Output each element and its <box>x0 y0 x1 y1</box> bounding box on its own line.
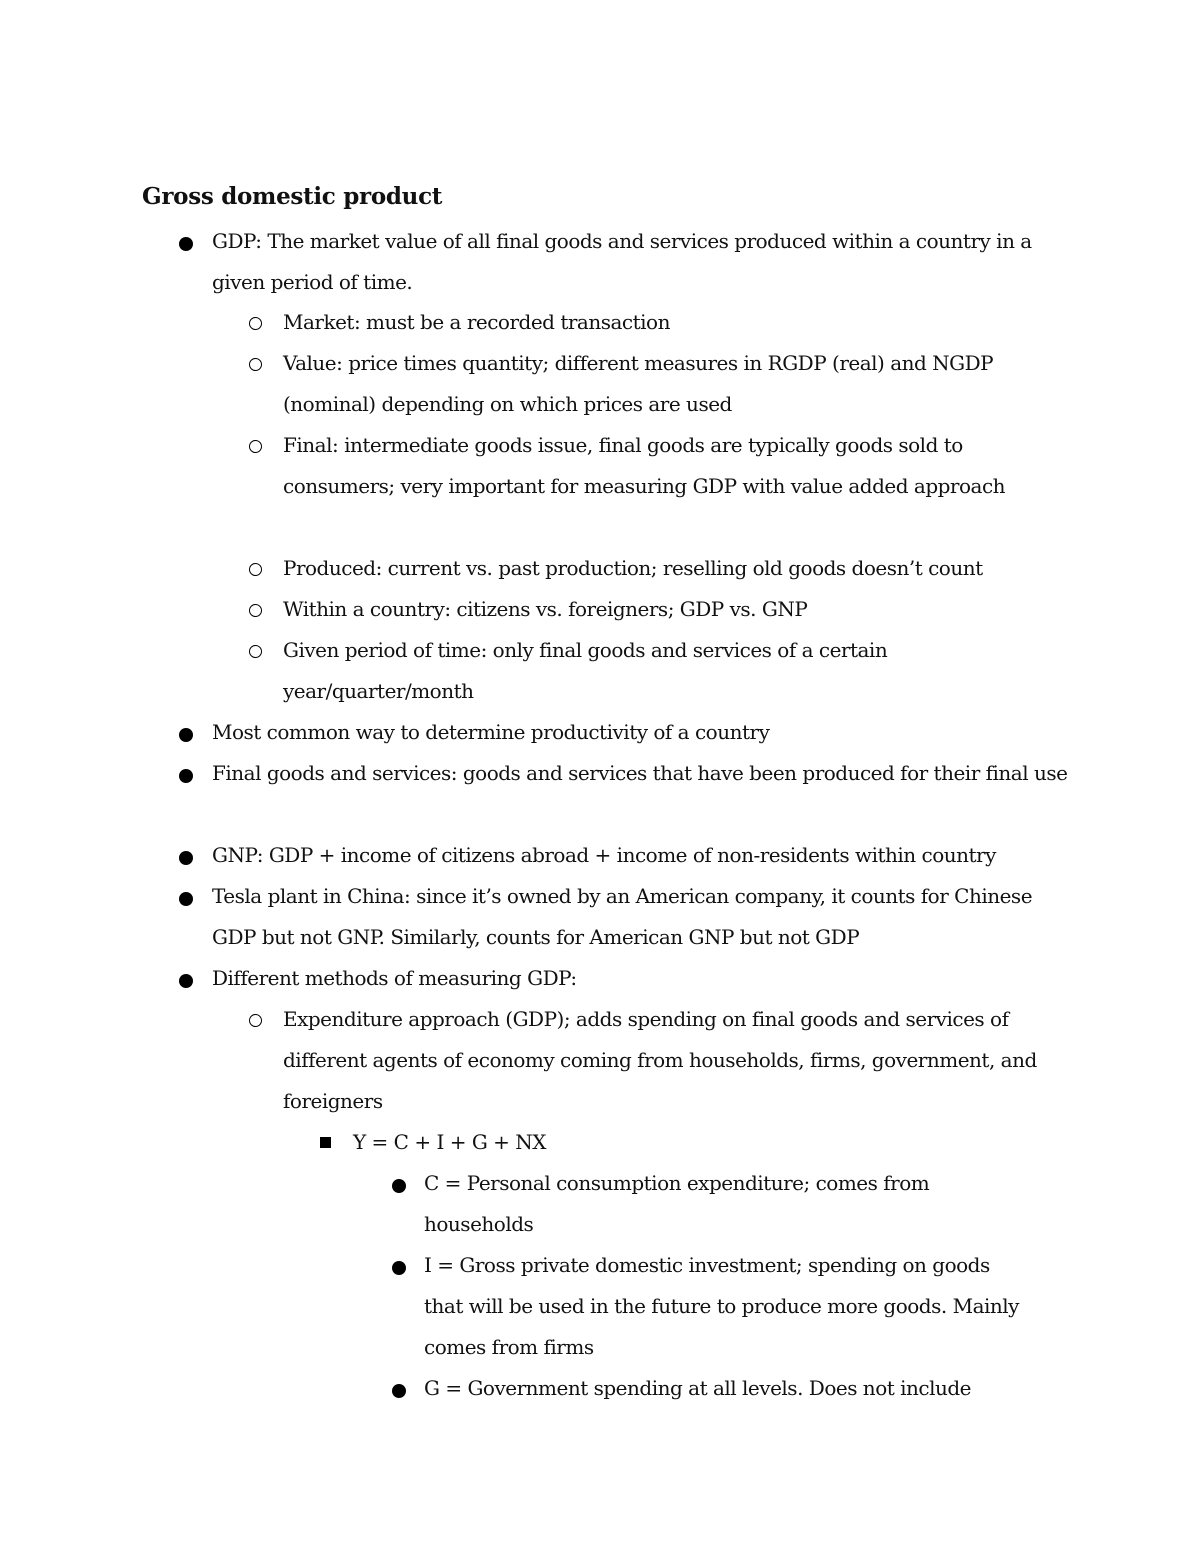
list-item-text: Produced: current vs. past production; reselling old goods doesn’t count <box>283 556 983 580</box>
list-item-text: Final: intermediate goods issue, final goods are typically goods sold to consumers; very important for measuring GDP with value added approach <box>283 433 1006 498</box>
disc-bullet-icon <box>392 1179 406 1193</box>
list-item-text: Value: price times quantity; different measures in RGDP (real) and NGDP (nominal) depending on which prices are used <box>283 351 994 416</box>
disc-bullet-icon <box>179 237 193 251</box>
disc-bullet-icon <box>179 851 193 865</box>
disc-bullet-icon <box>179 974 193 988</box>
list-item-text: Given period of time: only final goods and services of a certain year/quarter/month <box>283 638 888 703</box>
circle-bullet-icon <box>249 563 262 576</box>
circle-bullet-icon <box>249 604 262 617</box>
list-item-text: Most common way to determine productivity of a country <box>212 720 770 744</box>
list-item-text: GDP: The market value of all final goods and services produced within a country in a given period of time. <box>212 229 1032 294</box>
disc-bullet-icon <box>179 728 193 742</box>
circle-bullet-icon <box>249 645 262 658</box>
disc-bullet-icon <box>392 1384 406 1398</box>
list-item-text: Expenditure approach (GDP); adds spending on final goods and services of different agents of economy coming from households, firms, government, and foreigners <box>283 1007 1037 1113</box>
list-item-text: Y = C + I + G + NX <box>353 1130 547 1154</box>
list-item-text: G = Government spending at all levels. Does not include <box>424 1376 972 1400</box>
list-item-text: C = Personal consumption expenditure; comes from households <box>424 1171 930 1236</box>
list-item-text: Different methods of measuring GDP: <box>212 966 577 990</box>
disc-bullet-icon <box>179 892 193 906</box>
list-item-text: Tesla plant in China: since it’s owned by an American company, it counts for Chinese GDP but not GNP. Similarly, counts for American GNP but not GDP <box>212 884 1033 949</box>
circle-bullet-icon <box>249 1014 262 1027</box>
list-item-text: Final goods and services: goods and services that have been produced for their final use <box>212 761 1068 785</box>
circle-bullet-icon <box>249 317 262 330</box>
list-item-text: Market: must be a recorded transaction <box>283 310 670 334</box>
list-item-text: GNP: GDP + income of citizens abroad + income of non-residents within country <box>212 843 996 867</box>
circle-bullet-icon <box>249 358 262 371</box>
list-item-text: Within a country: citizens vs. foreigners; GDP vs. GNP <box>283 597 808 621</box>
square-bullet-icon <box>320 1137 331 1148</box>
circle-bullet-icon <box>249 440 262 453</box>
list-item-text: I = Gross private domestic investment; spending on goods that will be used in the future to produce more goods. Mainly comes from firms <box>424 1253 1019 1359</box>
section-heading: Gross domestic product <box>142 183 443 210</box>
disc-bullet-icon <box>179 769 193 783</box>
disc-bullet-icon <box>392 1261 406 1275</box>
